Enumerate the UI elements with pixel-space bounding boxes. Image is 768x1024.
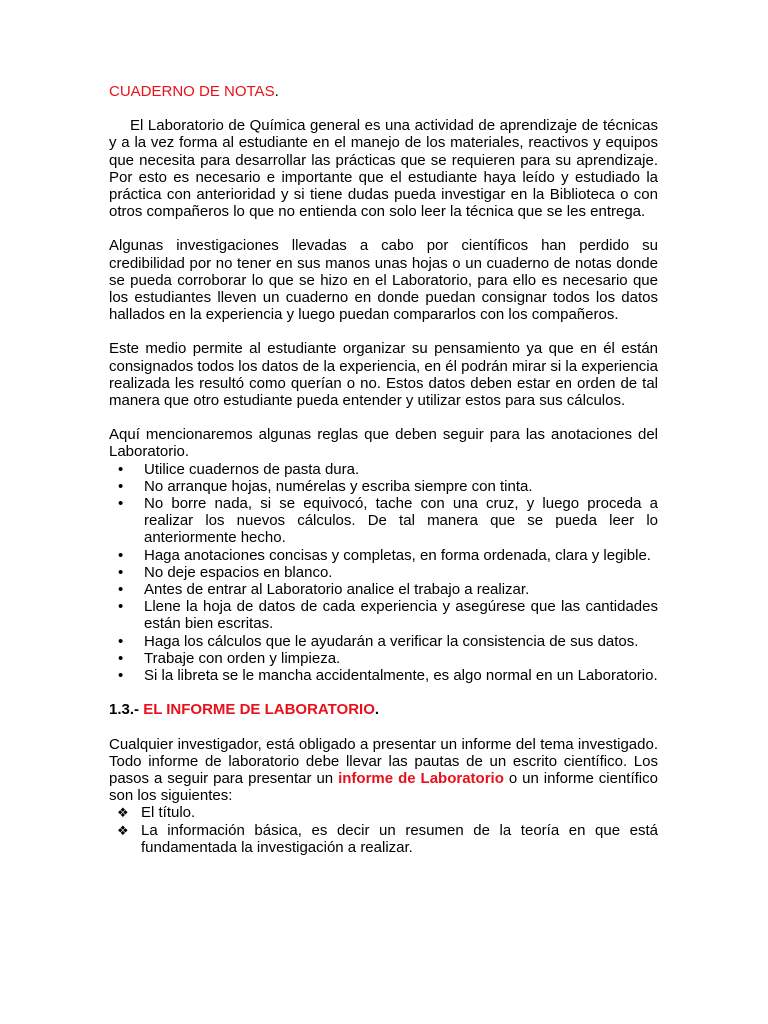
bullet-icon: • xyxy=(118,546,124,564)
list-item xyxy=(109,495,658,547)
list-item-text: Trabaje con orden y limpieza. xyxy=(144,649,341,667)
list-item xyxy=(109,667,658,684)
report-intro-text: Cualquier investigador, está obligado a presentar un informe del tema investigado. Todo informe de laboratorio debe llevar las pautas de un escrito científico. Los pasos a seguir para presentar un xyxy=(109,735,658,787)
diamond-bullet-icon: ❖ xyxy=(117,822,129,838)
list-item xyxy=(109,598,658,632)
list-item xyxy=(109,804,658,821)
list-item-text: Si la libreta se le mancha accidentalmente, es algo normal en un Laboratorio. xyxy=(144,667,658,685)
bullet-icon: • xyxy=(118,632,124,650)
bullet-icon: • xyxy=(118,598,124,616)
list-item-text: No deje espacios en blanco. xyxy=(144,563,333,581)
list-item-text: El título. xyxy=(141,804,196,822)
rules-list xyxy=(109,461,658,685)
steps-list xyxy=(109,804,658,856)
list-item-text: No arranque hojas, numérelas y escriba siempre con tinta. xyxy=(144,477,533,495)
list-item-text: No borre nada, si se equivocó, tache con una cruz, y luego proceda a realizar los nuevos cálculos. De tal manera que se pueda leer lo anteriormente hecho. xyxy=(144,495,658,547)
heading-period: . xyxy=(274,83,279,100)
list-item xyxy=(109,822,658,856)
bullet-icon: • xyxy=(118,460,124,478)
section-number: 1.3.- xyxy=(109,701,144,719)
paragraph-organize: Este medio permite al estudiante organizar su pensamiento ya que en él están consignados todos los datos de la experiencia, en él podrán mirar si la experiencia realizada les resultó como querían o no. Estos datos deben estar en orden de tal manera que otro estudiante pueda entender y utilizar estos para sus cálculos. xyxy=(109,340,658,410)
bullet-icon: • xyxy=(118,477,124,495)
diamond-bullet-icon: ❖ xyxy=(117,805,129,821)
section-period: . xyxy=(374,701,380,719)
paragraph-credibility: Algunas investigaciones llevadas a cabo por científicos han perdido su credibilidad por no tener en sus manos unas hojas o un cuaderno de notas donde se pueda corroborar lo que se hizo en el Laboratorio, para ello es necesario que los estudiantes lleven un cuaderno en donde puedan consignar todos los datos hallados en la experiencia y luego puedan compararlos con los compañeros. xyxy=(109,237,658,324)
list-item-text: Utilice cuadernos de pasta dura. xyxy=(144,460,360,478)
bullet-icon: • xyxy=(118,495,124,513)
bullet-icon: • xyxy=(118,581,124,599)
section-title: EL INFORME DE LABORATORIO xyxy=(143,701,375,719)
list-item xyxy=(109,478,658,495)
paragraph-rules-intro: Aquí mencionaremos algunas reglas que deben seguir para las anotaciones del Laboratorio. xyxy=(109,426,658,461)
list-item xyxy=(109,650,658,667)
bullet-icon: • xyxy=(118,667,124,685)
list-item xyxy=(109,633,658,650)
list-item xyxy=(109,461,658,478)
list-item xyxy=(109,547,658,564)
list-item-text: La información básica, es decir un resumen de la teoría en que está fundamentada la investigación a realizar. xyxy=(141,821,658,856)
report-intro-text-end: o un informe científico son los siguientes: xyxy=(109,769,658,805)
bullet-icon: • xyxy=(118,649,124,667)
list-item xyxy=(109,564,658,581)
list-item-text: Llene la hoja de datos de cada experiencia y asegúrese que las cantidades están bien escritas. xyxy=(144,598,658,633)
list-item xyxy=(109,581,658,598)
heading-title: CUADERNO DE NOTAS xyxy=(109,83,275,100)
list-item-text: Antes de entrar al Laboratorio analice el trabajo a realizar. xyxy=(144,581,530,599)
paragraph-intro: El Laboratorio de Química general es una actividad de aprendizaje de técnicas y a la vez forma al estudiante en el manejo de los materiales, reactivos y equipos que necesita para desarrollar las prácticas que se requieren para su aprendizaje. Por esto es necesario e importante que el estudiante haya leído y estudiado la práctica con anterioridad y si tiene dudas pueda investigar en la Biblioteca o con otros compañeros lo que no entienda con solo leer la técnica que se les entrega. xyxy=(109,117,658,221)
bullet-icon: • xyxy=(118,563,124,581)
document-content xyxy=(109,83,658,856)
list-item-text: Haga anotaciones concisas y completas, en forma ordenada, clara y legible. xyxy=(144,546,651,564)
report-intro-highlight: informe de Laboratorio xyxy=(338,769,504,787)
section-heading-informe xyxy=(109,701,658,718)
heading-cuaderno-de-notas xyxy=(109,83,658,100)
paragraph-report-intro xyxy=(109,736,658,805)
list-item-text: Haga los cálculos que le ayudarán a verificar la consistencia de sus datos. xyxy=(144,632,639,650)
